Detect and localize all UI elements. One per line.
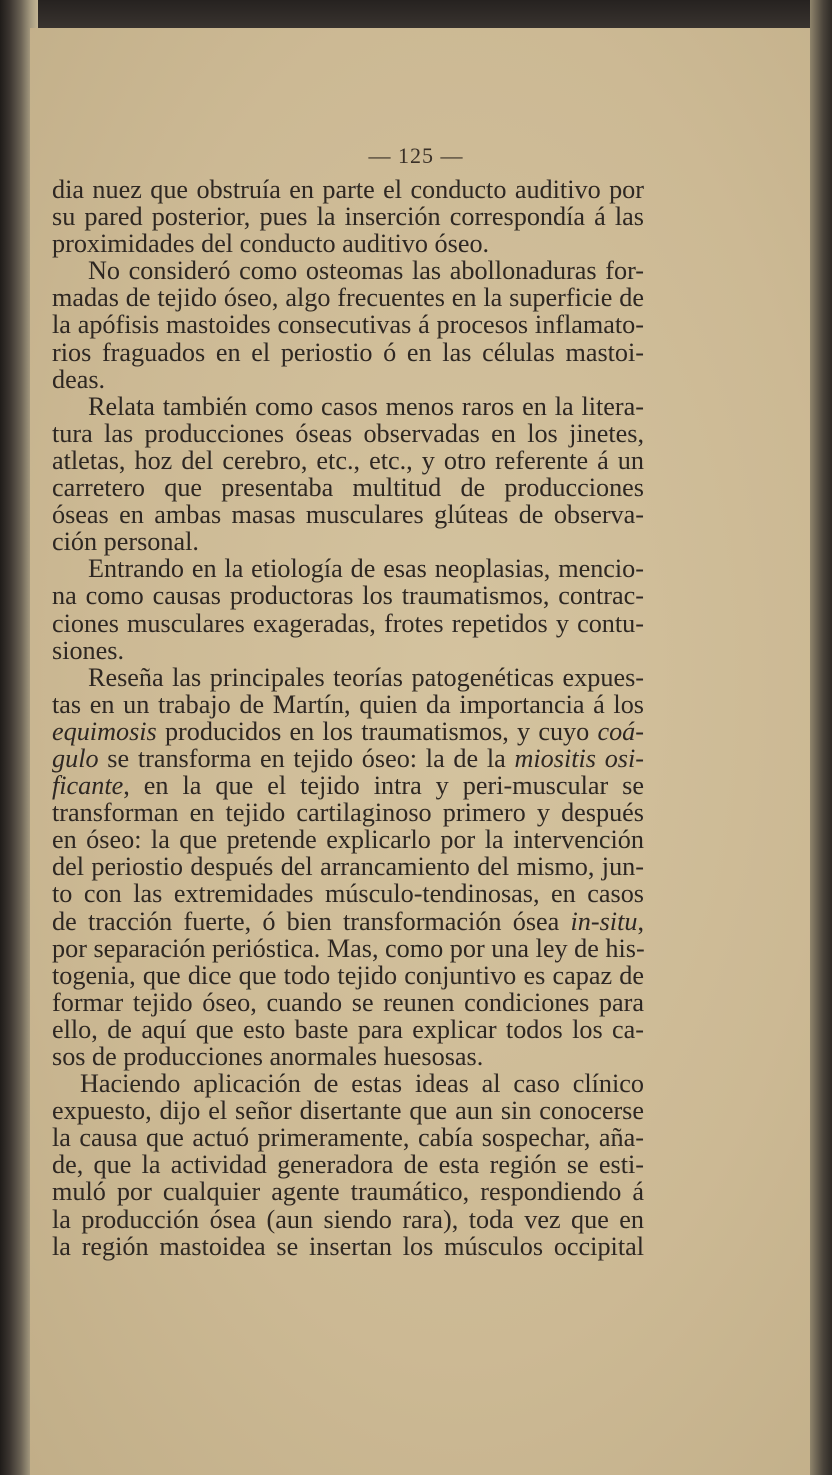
text-line: Entrando en la etiología de esas neoplasias, mencio- <box>88 554 644 584</box>
text-line: de tracción fuerte, ó bien transformación ósea in-situ, <box>52 906 644 936</box>
text-line: transforman en tejido cartilaginoso primero y después <box>52 798 644 828</box>
scan-top-margin <box>0 0 832 30</box>
text-line: la región mastoidea se insertan los músculos occipital <box>52 1231 644 1261</box>
text-line: expuesto, dijo el señor disertante que aun sin conocerse <box>52 1096 644 1126</box>
text-line: gulo se transforma en tejido óseo: la de la miositis osi- <box>52 743 644 773</box>
text-line: na como causas productoras los traumatismos, contrac- <box>52 581 644 611</box>
text-line: Reseña las principales teorías patogenéticas expues- <box>88 662 644 692</box>
text-line: ciones musculares exageradas, frotes repetidos y contu- <box>52 608 644 638</box>
text-line: madas de tejido óseo, algo frecuentes en la superficie de <box>52 283 644 313</box>
text-line: atletas, hoz del cerebro, etc., etc., y otro referente á un <box>52 445 644 475</box>
page-right-edge <box>810 0 832 1475</box>
text-line: equimosis producidos en los traumatismos, y cuyo coá- <box>52 716 644 746</box>
text-line: ello, de aquí que esto baste para explicar todos los ca- <box>52 1014 644 1044</box>
text-line: No consideró como osteomas las abollonaduras for- <box>88 256 644 286</box>
text-line: formar tejido óseo, cuando se reunen condiciones para <box>52 987 644 1017</box>
text-line: Haciendo aplicación de estas ideas al caso clínico <box>80 1069 644 1099</box>
text-line: tura las producciones óseas observadas en los jinetes, <box>52 418 644 448</box>
body-text <box>52 176 644 1260</box>
text-line: sos de producciones anormales huesosas. <box>52 1042 484 1071</box>
text-line: rios fraguados en el periostio ó en las células mastoi- <box>52 337 644 367</box>
text-line: ción personal. <box>52 527 199 557</box>
text-line: la producción ósea (aun siendo rara), toda vez que en <box>52 1204 644 1234</box>
text-line: ficante, en la que el tejido intra y peri-muscular se <box>52 771 644 801</box>
page-number: — 125 — <box>368 143 464 168</box>
text-line: óseas en ambas masas musculares glúteas de observa- <box>52 500 644 530</box>
text-line: tas en un trabajo de Martín, quien da importancia á los <box>52 689 644 719</box>
text-line: togenia, que dice que todo tejido conjuntivo es capaz de <box>52 960 644 990</box>
text-line: de, que la actividad generadora de esta región se esti- <box>52 1150 644 1180</box>
text-line: en óseo: la que pretende explicarlo por la intervención <box>52 825 644 855</box>
text-line: la causa que actuó primeramente, cabía sospechar, aña- <box>52 1123 644 1153</box>
text-line: carretero que presentaba multitud de producciones <box>52 473 644 503</box>
text-line: su pared posterior, pues la inserción correspondía á las <box>52 202 644 232</box>
text-line: to con las extremidades músculo-tendinosas, en casos <box>52 879 644 909</box>
text-line: del periostio después del arrancamiento del mismo, jun- <box>52 852 644 882</box>
text-line: proximidades del conducto auditivo óseo. <box>52 229 490 259</box>
text-line: muló por cualquier agente traumático, respondiendo á <box>52 1177 644 1207</box>
text-line: por separación perióstica. Mas, como por una ley de his- <box>52 933 645 963</box>
text-line: la apófisis mastoides consecutivas á procesos inflamato- <box>52 310 644 340</box>
text-line: siones. <box>52 635 125 665</box>
text-line: Relata también como casos menos raros en la litera- <box>88 391 644 421</box>
text-line: dia nuez que obstruía en parte el conducto auditivo por <box>52 175 644 204</box>
text-line: deas. <box>52 364 106 394</box>
